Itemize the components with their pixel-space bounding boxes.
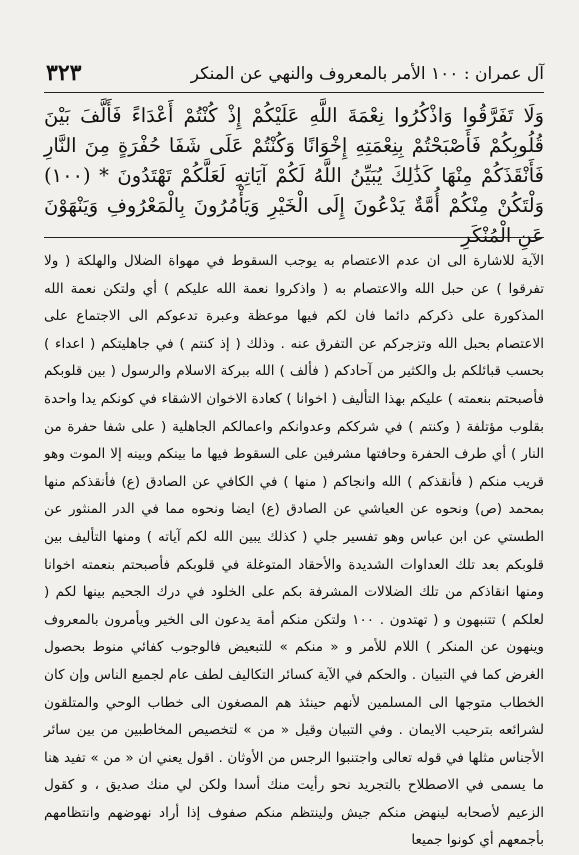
quran-verse: وَلَا تَفَرَّقُوا وَاذْكُرُوا نِعْمَةَ اللَّهِ عَلَيْكُمْ إِذْ كُنْتُمْ أَعْدَاءً فَأَلَّفَ بَيْنَ قُلُوبِكُمْ فَأَصْبَحْتُمْ بِنِعْمَتِهِ إِخْوَانًا وَكُنْتُمْ عَلَى شَفَا حُفْرَةٍ مِنَ النَّارِ فَأَنْقَذَكُمْ مِنْهَا كَذَٰلِكَ يُبَيِّنُ اللَّهُ لَكُمْ آيَاتِهِ لَعَلَّكُمْ تَهْتَدُونَ * (١٠٠) وَلْتَكُنْ مِنْكُمْ أُمَّةٌ يَدْعُونَ إِلَى الْخَيْرِ وَيَأْمُرُونَ بِالْمَعْرُوفِ وَيَنْهَوْنَ عَنِ الْمُنْكَرِ [44, 104, 544, 247]
page-number: ٣٢٣ [46, 60, 82, 86]
page-header [44, 58, 544, 93]
commentary-text: الآية للاشارة الى ان عدم الاعتصام به يوجب السقوط في مهواة الضلال والهلكة ( ولا تفرقوا ) عن حبل الله والاعتصام به ( واذكروا نعمة الله عليكم ) أي ولتكن نعمة الله المذكورة على ذكركم دائما فان لكم فيها موعظة وعبرة تدعوكم الى الاجتماع على الاعتصام بحبل الله وتزجركم عن التفرق عنه . وذلك ( إذ كنتم ) في جاهليتكم ( اعداء ) بحسب قبائلكم بل والكثير من آحادكم ( فألف ) الله ببركة الاسلام والرسول ( بين قلوبكم فأصبحتم بنعمته ) عليكم بهذا التأليف ( اخوانا ) كعادة الاخوان الاشقاء في كونكم يدا واحدة بقلوب مؤتلفة ( وكنتم ) في شرككم وعدوانكم واعمالكم الجاهلية ( على شفا حفرة من النار ) أي طرف الحفرة وحافتها مشرفين على السقوط فيها ما بينكم وبينه إلا الموت وهو قريب منكم ( فأنقذكم ) الله وانجاكم ( منها ) في الكافي عن الصادق (ع) فأنقذكم منها بمحمد (ص) ونحوه عن العياشي عن الصادق (ع) ايضا ونحوه مما في الدر المنثور عن الطستي عن ابن عباس وهو تفسير جلي ( كذلك يبين الله لكم آياته ) ومنها التأليف بين قلوبكم بعد تلك العداوات الشديدة والأحقاد المتوغلة في قلوبكم فأصبحتم بنعمته اخوانا ومنها انقاذكم من تلك الضلالات المشرفة بكم على الخلود في درك الجحيم بينها لكم ( لعلكم ) تتنبهون و ( تهتدون . ١٠٠ ولتكن منكم أمة يدعون الى الخير ويأمرون بالمعروف وينهون عن المنكر ) اللام للأمر و « منكم » للتبعيض فالوجوب كفائي منوط بحصول الغرض كما في التبيان . والحكم في الآية كسائر التكاليف لطف عام لجميع الناس وإن كان الخطاب متوجها الى المسلمين لأنهم حينئذ هم المصغون الى خطاب الوحي والمتلقون لشرائعه بترحيب الايمان . وفي التبيان وقيل « من » لتخصيص المخاطبين من بين سائر الأجناس مثلها في قوله تعالى واجتنبوا الرجس من الأوثان . اقول يعني ان « من » تفيد هنا ما يسمى في الاصطلاح بالتجريد نحو رأيت منك أسدا ولكن لي منك صديق ، و كقول الزعيم لأصحابه لينهض منكم جيش ولينتظم منكم صفوف إذا أراد نهوضهم وانتظامهم بأجمعهم أي كونوا جميعا [44, 253, 544, 849]
book-page [44, 58, 544, 849]
running-title: آل عمران : ١٠٠ الأمر بالمعروف والنهي عن المنكر [190, 64, 544, 84]
